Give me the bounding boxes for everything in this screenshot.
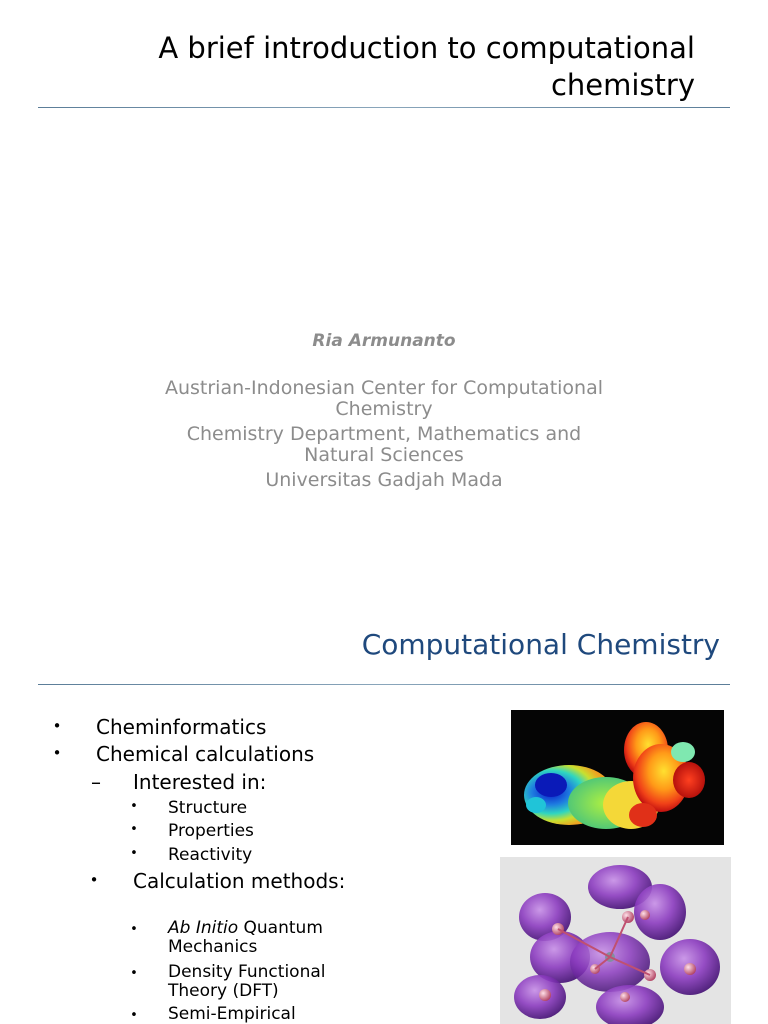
list-item-text: Cheminformatics: [96, 715, 267, 739]
bullet-marker: •: [52, 717, 62, 735]
bullet-marker: •: [130, 799, 138, 814]
affiliation-center-line2: Chemistry: [335, 397, 433, 420]
molecular-surface-graphic: [511, 710, 724, 845]
list-item: [89, 869, 346, 893]
list-item: [130, 798, 248, 818]
slide2-title-divider: [38, 684, 730, 685]
list-item: [130, 1004, 388, 1024]
affiliation-center-line1: Austrian-Indonesian Center for Computational: [164, 377, 604, 399]
molecular-surface-image: [511, 710, 724, 845]
dash-marker: –: [91, 770, 101, 794]
list-item: [52, 742, 315, 766]
list-item-text: Reactivity: [168, 845, 253, 865]
list-item-text: Quantum Mechanics: [168, 918, 323, 957]
molecular-orbital-graphic: [500, 857, 731, 1024]
bullet-marker: •: [130, 846, 138, 861]
list-item: [130, 821, 254, 841]
molecular-orbital-image: [500, 857, 731, 1024]
list-item: [130, 845, 253, 865]
list-item-text: Chemical calculations: [96, 742, 315, 766]
list-item-text: Interested in:: [133, 770, 267, 794]
bullet-marker: •: [130, 1008, 138, 1023]
list-item-text-italic: Ab Initio: [168, 918, 239, 938]
list-item: [52, 715, 267, 739]
bullet-marker: •: [52, 744, 62, 762]
bullet-marker: •: [89, 871, 99, 889]
author-name: Ria Armunanto: [312, 331, 456, 351]
slide1-title: [40, 30, 695, 104]
list-item-text: Calculation methods:: [133, 869, 346, 893]
affiliation-department-line1: Chemistry Department, Mathematics and: [186, 423, 582, 445]
affiliation-university-line1: Universitas Gadjah Mada: [265, 469, 503, 491]
bullet-marker: •: [130, 966, 138, 981]
list-item-text: Structure: [168, 798, 248, 818]
affiliation-center: [84, 378, 684, 419]
slide1-title-line2: chemistry: [550, 68, 695, 102]
list-item: [130, 918, 388, 957]
slide1-title-divider: [38, 107, 730, 108]
list-item-text: Density Functional Theory (DFT): [168, 962, 326, 1001]
slide2-title: Computational Chemistry: [361, 628, 720, 661]
affiliation-department-line2: Natural Sciences: [304, 443, 464, 466]
list-item: [91, 770, 267, 794]
bullet-marker: •: [130, 822, 138, 837]
bullet-marker: •: [130, 922, 138, 937]
affiliation-department: [84, 424, 684, 465]
affiliation-block: [84, 378, 684, 496]
affiliation-university: [84, 470, 684, 491]
list-item-text: Properties: [168, 821, 254, 841]
list-item-text: Semi-Empirical: [168, 1004, 296, 1024]
list-item: [130, 962, 388, 1001]
slide1-title-line1: A brief introduction to computational: [158, 31, 695, 65]
